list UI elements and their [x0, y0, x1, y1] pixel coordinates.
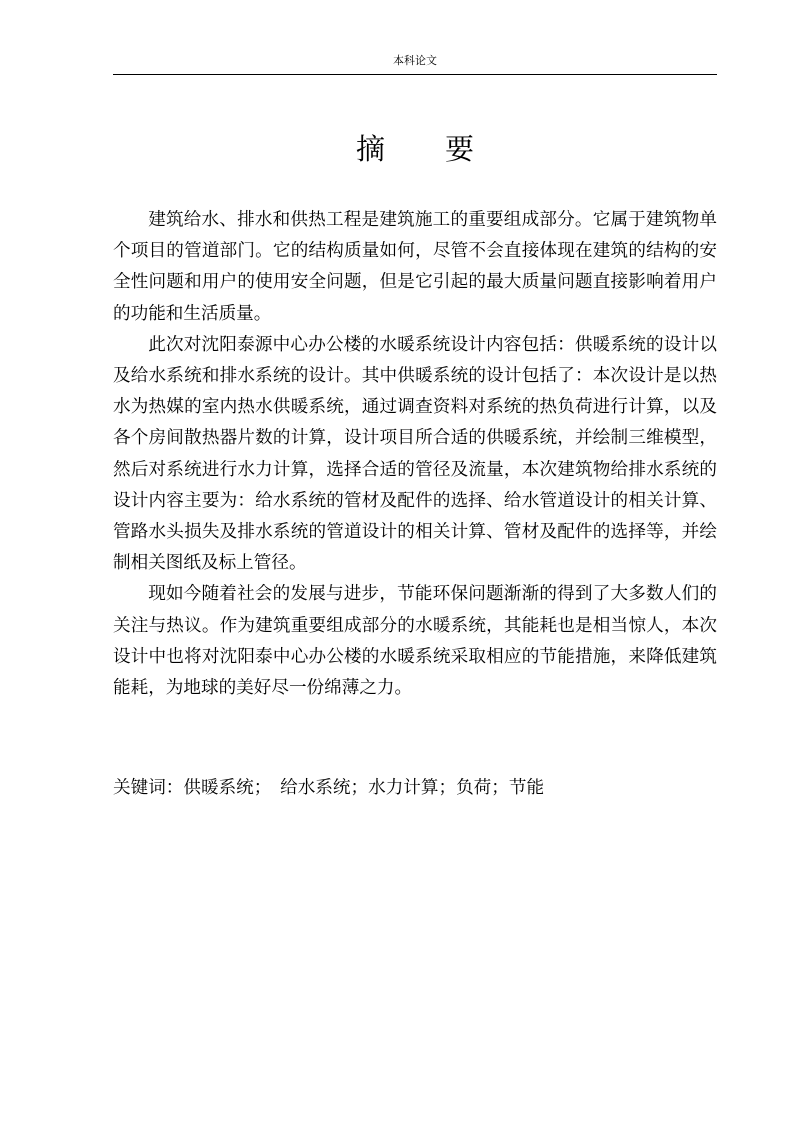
keywords-line: [113, 773, 717, 804]
title-char-2: 要: [445, 132, 475, 166]
abstract-paragraph-1: 建筑给水、排水和供热工程是建筑施工的重要组成部分。它属于建筑物单个项目的管道部门。它的结构质量如何，尽管不会直接体现在建筑的结构的安全性问题和用户的使用安全问题，但是它引起的最大质量问题直接影响着用户的功能和生活质量。: [113, 210, 717, 324]
abstract-paragraph-3: 现如今随着社会的发展与进步，节能环保问题渐渐的得到了大多数人们的关注与热议。作为建筑重要组成部分的水暖系统，其能耗也是相当惊人，本次设计中也将对沈阳泰中心办公楼的水暖系统采取相应的节能措施，来降低建筑能耗，为地球的美好尽一份绵薄之力。: [113, 584, 717, 699]
page-title: [113, 127, 717, 171]
title-char-1: 摘: [355, 132, 385, 166]
page-header: [113, 52, 717, 75]
abstract-body: [113, 205, 717, 704]
keywords-value: 供暖系统； 给水系统；水力计算；负荷；节能: [183, 778, 545, 798]
keywords-label: 关键词：: [113, 778, 184, 798]
abstract-paragraph-2: 此次对沈阳泰源中心办公楼的水暖系统设计内容包括：供暖系统的设计以及给水系统和排水系统的设计。其中供暖系统的设计包括了：本次设计是以热水为热媒的室内热水供暖系统，通过调查资料对系统的热负荷进行计算，以及各个房间散热器片数的计算，设计项目所合适的供暖系统，并绘制三维模型，然后对系统进行水力计算，选择合适的管径及流量，本次建筑物给排水系统的设计内容主要为：给水系统的管材及配件的选择、给水管道设计的相关计算、管路水头损失及排水系统的管道设计的相关计算、管材及配件的选择等，并绘制相关图纸及标上管径。: [113, 334, 717, 574]
header-text: 本科论文: [393, 54, 437, 67]
